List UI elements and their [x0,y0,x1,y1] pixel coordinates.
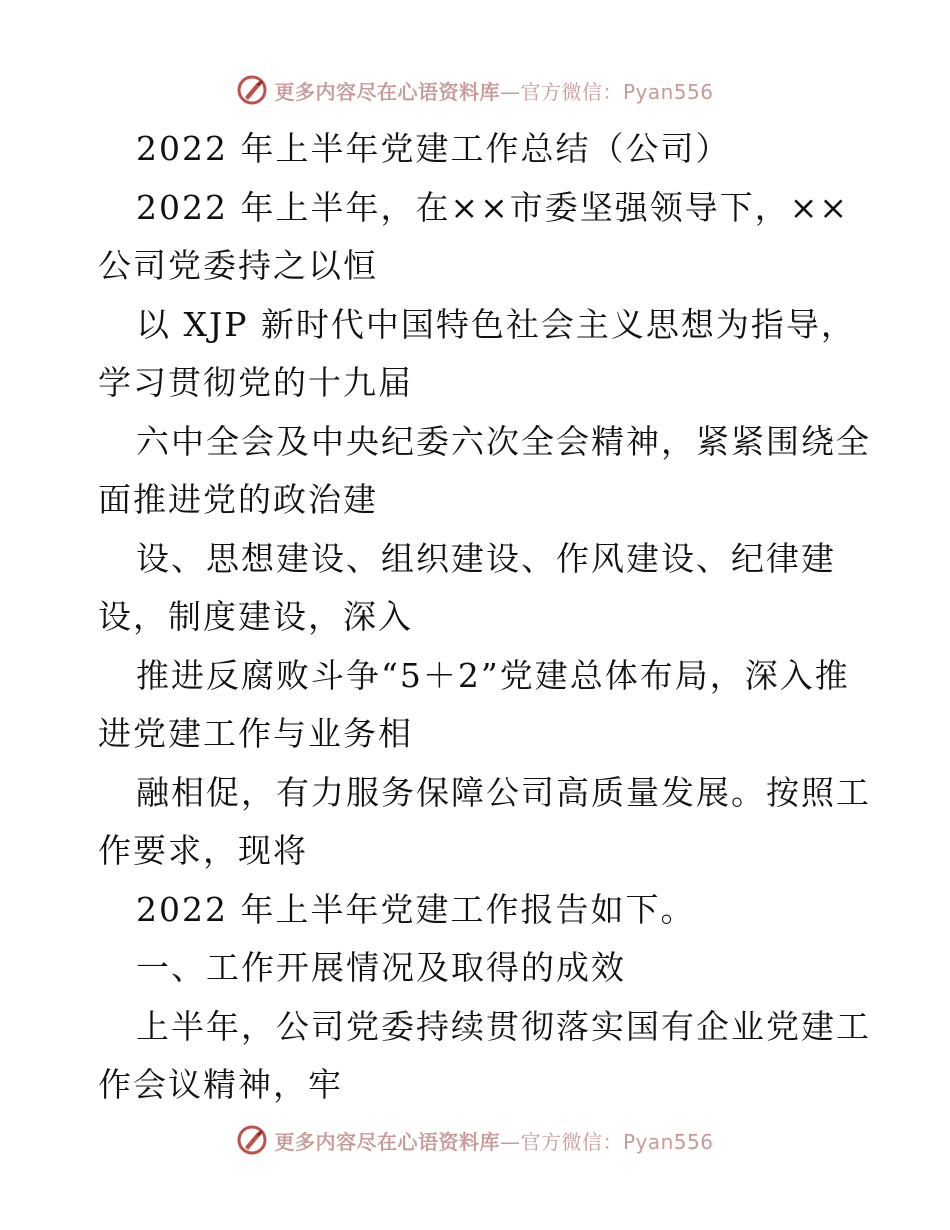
paragraph-line: 作会议精神，牢 [98,1065,343,1104]
paragraph-line: 以 XJP 新时代中国特色社会主义思想为指导， [136,304,856,344]
paragraph-line: 融相促，有力服务保障公司高质量发展。按照工 [136,772,871,812]
footer-watermark [0,1120,950,1160]
paragraph-line: 面推进党的政治建 [98,480,378,519]
watermark-brand: 更多内容尽在心语资料库 [274,1129,500,1154]
paragraph-line: 公司党委持之以恒 [98,246,378,285]
watermark-contact: —官方微信：Pyan556 [499,1129,714,1154]
paragraph-line: 作要求，现将 [98,831,308,870]
watermark-contact: —官方微信：Pyan556 [499,79,714,104]
paragraph-line: 2022 年上半年，在××市委坚强领导下，×× [136,187,850,227]
pen-logo-icon [236,74,268,106]
paragraph-line: 上半年，公司党委持续贯彻落实国有企业党建工 [136,1006,871,1046]
pen-logo-icon [236,1124,268,1156]
doc-title: 2022 年上半年党建工作总结（公司） [136,129,731,168]
section-heading: 一、工作开展情况及取得的成效 [136,948,626,987]
document-body [98,120,871,1115]
header-watermark [0,70,950,110]
watermark-brand: 更多内容尽在心语资料库 [274,79,500,104]
paragraph-line: 设，制度建设，深入 [98,597,413,636]
paragraph-line: 设、思想建设、组织建设、作风建设、纪律建 [136,538,836,578]
paragraph-line: 学习贯彻党的十九届 [98,363,413,402]
paragraph-line: 进党建工作与业务相 [98,714,413,753]
paragraph-line: 2022 年上半年党建工作报告如下。 [136,889,696,929]
paragraph-line: 六中全会及中央纪委六次全会精神，紧紧围绕全 [136,421,871,461]
paragraph-line: 推进反腐败斗争“5＋2”党建总体布局，深入推 [136,655,850,695]
